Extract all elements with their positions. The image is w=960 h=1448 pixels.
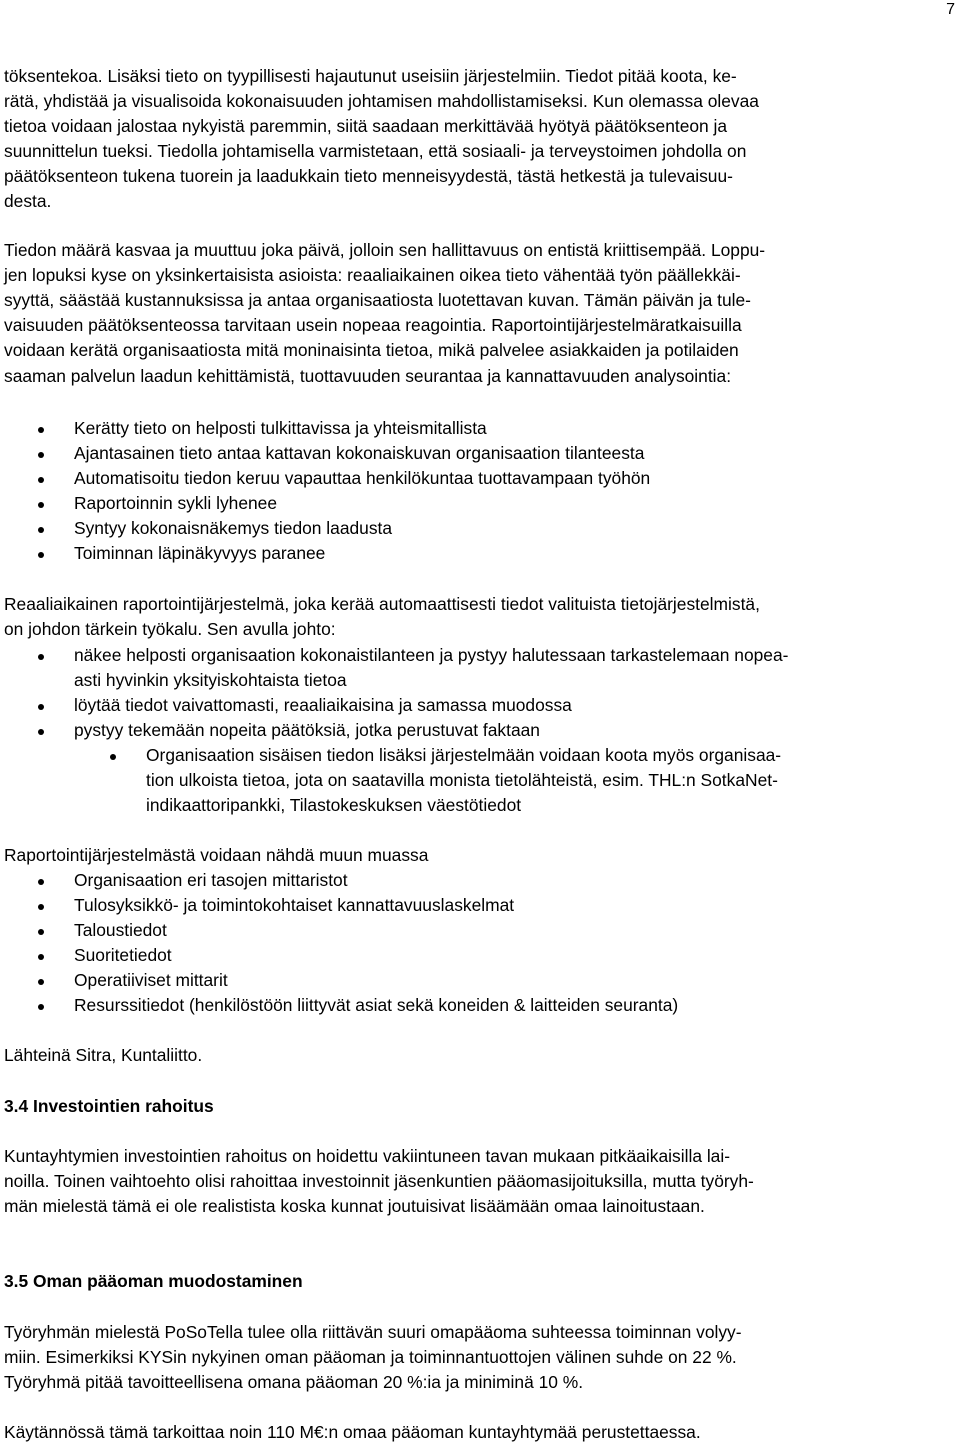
paragraph-1-line: töksentekoa. Lisäksi tieto on tyypillisesti hajautunut useisiin järjestelmiin. Tiedot pitää koota, ke- [4,66,737,86]
list-1-item: Syntyy kokonaisnäkemys tiedon laadusta [74,518,393,538]
bullet-icon [38,477,44,483]
paragraph-6-line: miin. Esimerkiksi KYSin nykyinen oman pääoman ja toiminnantuottojen välinen suhde on 22 %. [4,1347,737,1367]
list-1-item: Toiminnan läpinäkyvyys paranee [74,543,326,563]
bullet-icon [38,704,44,710]
bullet-icon [38,654,44,660]
list-3-item: Resurssitiedot (henkilöstöön liittyvät asiat sekä koneiden & laitteiden seuranta) [74,995,679,1015]
bullet-icon [38,729,44,735]
sub-list-item-continuation: tion ulkoista tietoa, jota on saatavilla monista tietolähteistä, esim. THL:n SotkaNet- [146,770,778,790]
paragraph-1-line: tietoa voidaan jalostaa nykyistä paremmin, siitä saadaan merkittävää hyötyä päätöksenteon ja [4,116,728,136]
list-1-item: Raportoinnin sykli lyhenee [74,493,278,513]
bullet-icon [38,527,44,533]
bullet-icon [38,427,44,433]
paragraph-2-line: voidaan kerätä organisaatiosta mitä moninaisinta tietoa, mikä palvelee asiakkaiden ja potilaiden [4,340,739,360]
list-2-item: näkee helposti organisaation kokonaistilanteen ja pystyy halutessaan tarkastelemaan nopea- [74,645,789,665]
sub-list-item-continuation: indikaattoripankki, Tilastokeskuksen väestötiedot [146,795,522,815]
list-3-item: Suoritetiedot [74,945,172,965]
sub-list-item: Organisaation sisäisen tiedon lisäksi järjestelmään voidaan koota myös organisaa- [146,745,782,765]
paragraph-6-line: Työryhmän mielestä PoSoTella tulee olla riittävän suuri omapääoma suhteessa toiminnan volyy- [4,1322,742,1342]
paragraph-4-line: Raportointijärjestelmästä voidaan nähdä muun muassa [4,845,429,865]
bullet-icon [38,904,44,910]
list-2-item: pystyy tekemään nopeita päätöksiä, jotka perustuvat faktaan [74,720,540,740]
paragraph-2-line: Tiedon määrä kasvaa ja muuttuu joka päivä, jolloin sen hallittavuus on entistä kriittisempää. Loppu- [4,240,766,260]
list-2-item-continuation: asti hyvinkin yksityiskohtaista tietoa [74,670,347,690]
list-3-item: Organisaation eri tasojen mittaristot [74,870,348,890]
bullet-icon [38,552,44,558]
paragraph-2-line: syyttä, säästää kustannuksissa ja antaa organisaatiosta luotettavan kuvan. Tämän päivän ja tule- [4,290,751,310]
paragraph-1-line: päätöksenteon tukena tuorein ja laadukkain tieto menneisyydestä, tästä hetkestä ja tulevaisuu- [4,166,733,186]
list-1-item: Kerätty tieto on helposti tulkittavissa ja yhteismitallista [74,418,487,438]
paragraph-5-line: Kuntayhtymien investointien rahoitus on hoidettu vakiintuneen tavan mukaan pitkäaikaisilla lai- [4,1146,731,1166]
paragraph-6-line: Työryhmä pitää tavoitteellisena omana pääoman 20 %:ia ja miniminä 10 %. [4,1372,584,1392]
section-heading-3-4: 3.4 Investointien rahoitus [4,1096,214,1116]
paragraph-1-line: rätä, yhdistää ja visualisoida kokonaisuuden johtamisen mahdollistamiseksi. Kun olemassa olevaa [4,91,759,111]
bullet-icon [38,979,44,985]
bullet-icon [38,502,44,508]
paragraph-3-line: on johdon tärkein työkalu. Sen avulla johto: [4,619,336,639]
bullet-icon [38,879,44,885]
paragraph-1-line: suunnittelun tueksi. Tiedolla johtamisella varmistetaan, että sosiaali- ja terveystoimen johdolla on [4,141,747,161]
paragraph-2-line: jen lopuksi kyse on yksinkertaisista asioista: reaaliaikainen oikea tieto vähentää työn päällekkäi- [4,265,741,285]
paragraph-5-line: män mielestä tämä ei ole realistista koska kunnat joutuisivat lisäämään omaa lainoitustaan. [4,1196,705,1216]
bullet-icon [38,929,44,935]
paragraph-7-line: Käytännössä tämä tarkoittaa noin 110 M€:n omaa pääoman kuntayhtymää perustettaessa. [4,1422,701,1442]
paragraph-2-line: vaisuuden päätöksenteossa tarvitaan usein nopeaa reagointia. Raportointijärjestelmäratkaisuilla [4,315,742,335]
list-1-item: Ajantasainen tieto antaa kattavan kokonaiskuvan organisaation tilanteesta [74,443,645,463]
list-3-item: Tulosyksikkö- ja toimintokohtaiset kannattavuuslaskelmat [74,895,515,915]
bullet-icon [38,954,44,960]
bullet-icon [38,452,44,458]
paragraph-2-line: saaman palvelun laadun kehittämistä, tuottavuuden seurantaa ja kannattavuuden analysointia: [4,366,732,386]
section-heading-3-5: 3.5 Oman pääoman muodostaminen [4,1271,303,1291]
paragraph-3-line: Reaaliaikainen raportointijärjestelmä, joka kerää automaattisesti tiedot valituista tietojärjestelmistä, [4,594,760,614]
list-2-item: löytää tiedot vaivattomasti, reaaliaikaisina ja samassa muodossa [74,695,572,715]
list-1-item: Automatisoitu tiedon keruu vapauttaa henkilökuntaa tuottavampaan työhön [74,468,651,488]
list-3-item: Taloustiedot [74,920,167,940]
bullet-icon [38,1004,44,1010]
bullet-icon [110,754,116,760]
page-number: 7 [946,1,955,18]
paragraph-1-line: desta. [4,191,52,211]
paragraph-5-line: noilla. Toinen vaihtoehto olisi rahoittaa investoinnit jäsenkuntien pääomasijoituksilla, mutta työryh- [4,1171,754,1191]
list-3-item: Operatiiviset mittarit [74,970,228,990]
sources-line: Lähteinä Sitra, Kuntaliitto. [4,1045,203,1065]
